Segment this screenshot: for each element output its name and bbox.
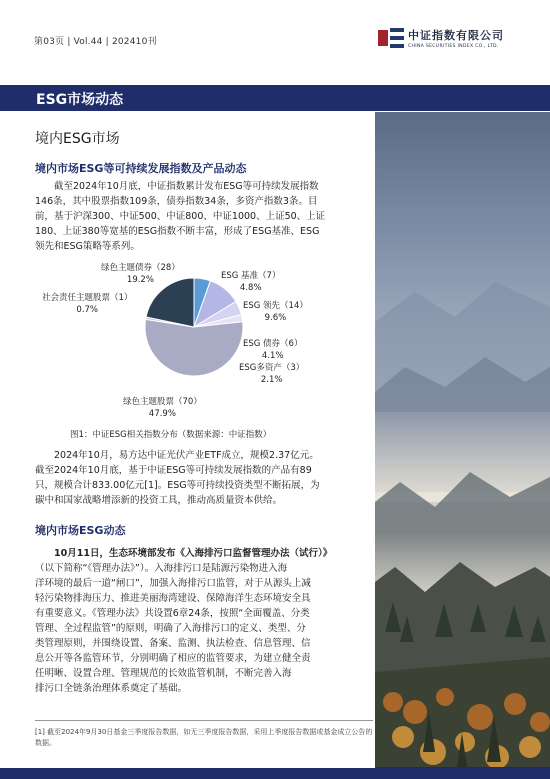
text-line: 截至2024年10月底，中证指数累计发布ESG等可持续发展指数 [54,181,319,192]
footnote: [1] 截至2024年9月30日基金三季度报告数据，如无三季度报告数据，采用上季度报告数据或基金成立公告的数据。 [35,728,373,747]
pie-slice-4 [145,319,243,376]
pie-label-green-stock: 绿色主题股票（70） 47.9% [123,397,202,419]
mountain-landscape-image [375,112,550,779]
company-logo [378,27,504,49]
text-line [35,546,365,561]
page-info: 第03页 | Vol.44 | 202410刊 [34,37,157,47]
pie-label-green-bond: 绿色主题债券（28） 19.2% [101,263,180,285]
logo-name-en: CHINA SECURITIES INDEX CO., LTD. [408,44,499,49]
text-line: 146条，其中股票指数109条，债券指数34条，多资产指数3条。目 [35,196,318,207]
paragraph-index-summary [35,179,365,254]
text-line: 排污口全链条治理体系奠定了基础。 [35,683,188,694]
subsection-title-index-products: 境内市场ESG等可持续发展指数及产品动态 [35,162,247,175]
text-line: 管理、全过程监管”的原则，明确了入海排污口的定义、类型、分 [35,623,306,634]
paragraph-policy-news [35,546,365,696]
page-header [0,0,550,62]
text-line: 息公开等各监管环节，分别明确了相应的监管要求，为建立健全责 [35,653,311,664]
bottom-bar [0,768,550,779]
esg-index-distribution-pie-chart [35,258,365,426]
footnote-divider [35,720,373,721]
text-line: 洋环境的最后一道“闸口”，加强入海排污口监管，对于从源头上减 [35,578,311,589]
pie-label-esg-multi-asset: ESG多资产（3） 2.1% [239,363,305,385]
csi-logo-icon [378,28,404,48]
text-line: 前，基于沪深300、中证500、中证800、中证1000、上证50、上证 [35,211,326,222]
text-line: 180、上证380等宽基的ESG指数不断丰富，形成了ESG基准、ESG [35,226,320,237]
text-line: 碳中和国家战略增添新的投资工具，推动高质量资本供给。 [35,495,283,506]
news-lead: 10月11日，生态环境部发布《入海排污口监督管理办法（试行）》 [54,548,333,559]
banner-title: ESG市场动态 [36,92,124,108]
pie-label-esg-leader: ESG 领先（14） 9.6% [243,301,308,323]
text-line: 有重要意义。《管理办法》共设置6章24条，按照“全面覆盖、分类 [35,608,310,619]
pie-label-esg-benchmark: ESG 基准（7） 4.8% [221,271,281,293]
text-line: 领先和ESG策略等系列。 [35,241,140,252]
section-title: 境内ESG市场 [35,131,120,147]
logo-name-cn: 中证指数有限公司 [408,29,504,42]
pie-label-esg-bond: ESG 债券（6） 4.1% [243,339,303,361]
text-line: 轻污染物排海压力、推进美丽海湾建设、保障海洋生态环境安全具 [35,593,311,604]
section-banner [0,85,550,111]
text-line: 只，规模合计833.00亿元[1]。ESG等可持续投资类型不断拓展，为 [35,480,320,491]
text-line: 2024年10月，易方达中证光伏产业ETF成立，规模2.37亿元。 [54,450,319,461]
paragraph-product-summary [35,448,365,508]
subsection-title-esg-news: 境内市场ESG动态 [35,524,126,537]
text-line: （以下简称“《管理办法》”）。入海排污口是陆源污染物进入海 [35,563,288,574]
figure-caption: 图1：中证ESG相关指数分布（数据来源：中证指数） [70,430,272,440]
pie-label-social-stock: 社会责任主题股票（1） 0.7% [42,293,133,315]
text-line: 截至2024年10月底，基于中证ESG等可持续发展指数的产品有89 [35,465,312,476]
text-line: 任明晰、设置合理、管理规范的长效监管机制，不断完善入海 [35,668,292,679]
text-line: 类管理原则，并围绕设置、备案、监测、执法检查、信息管理、信 [35,638,311,649]
